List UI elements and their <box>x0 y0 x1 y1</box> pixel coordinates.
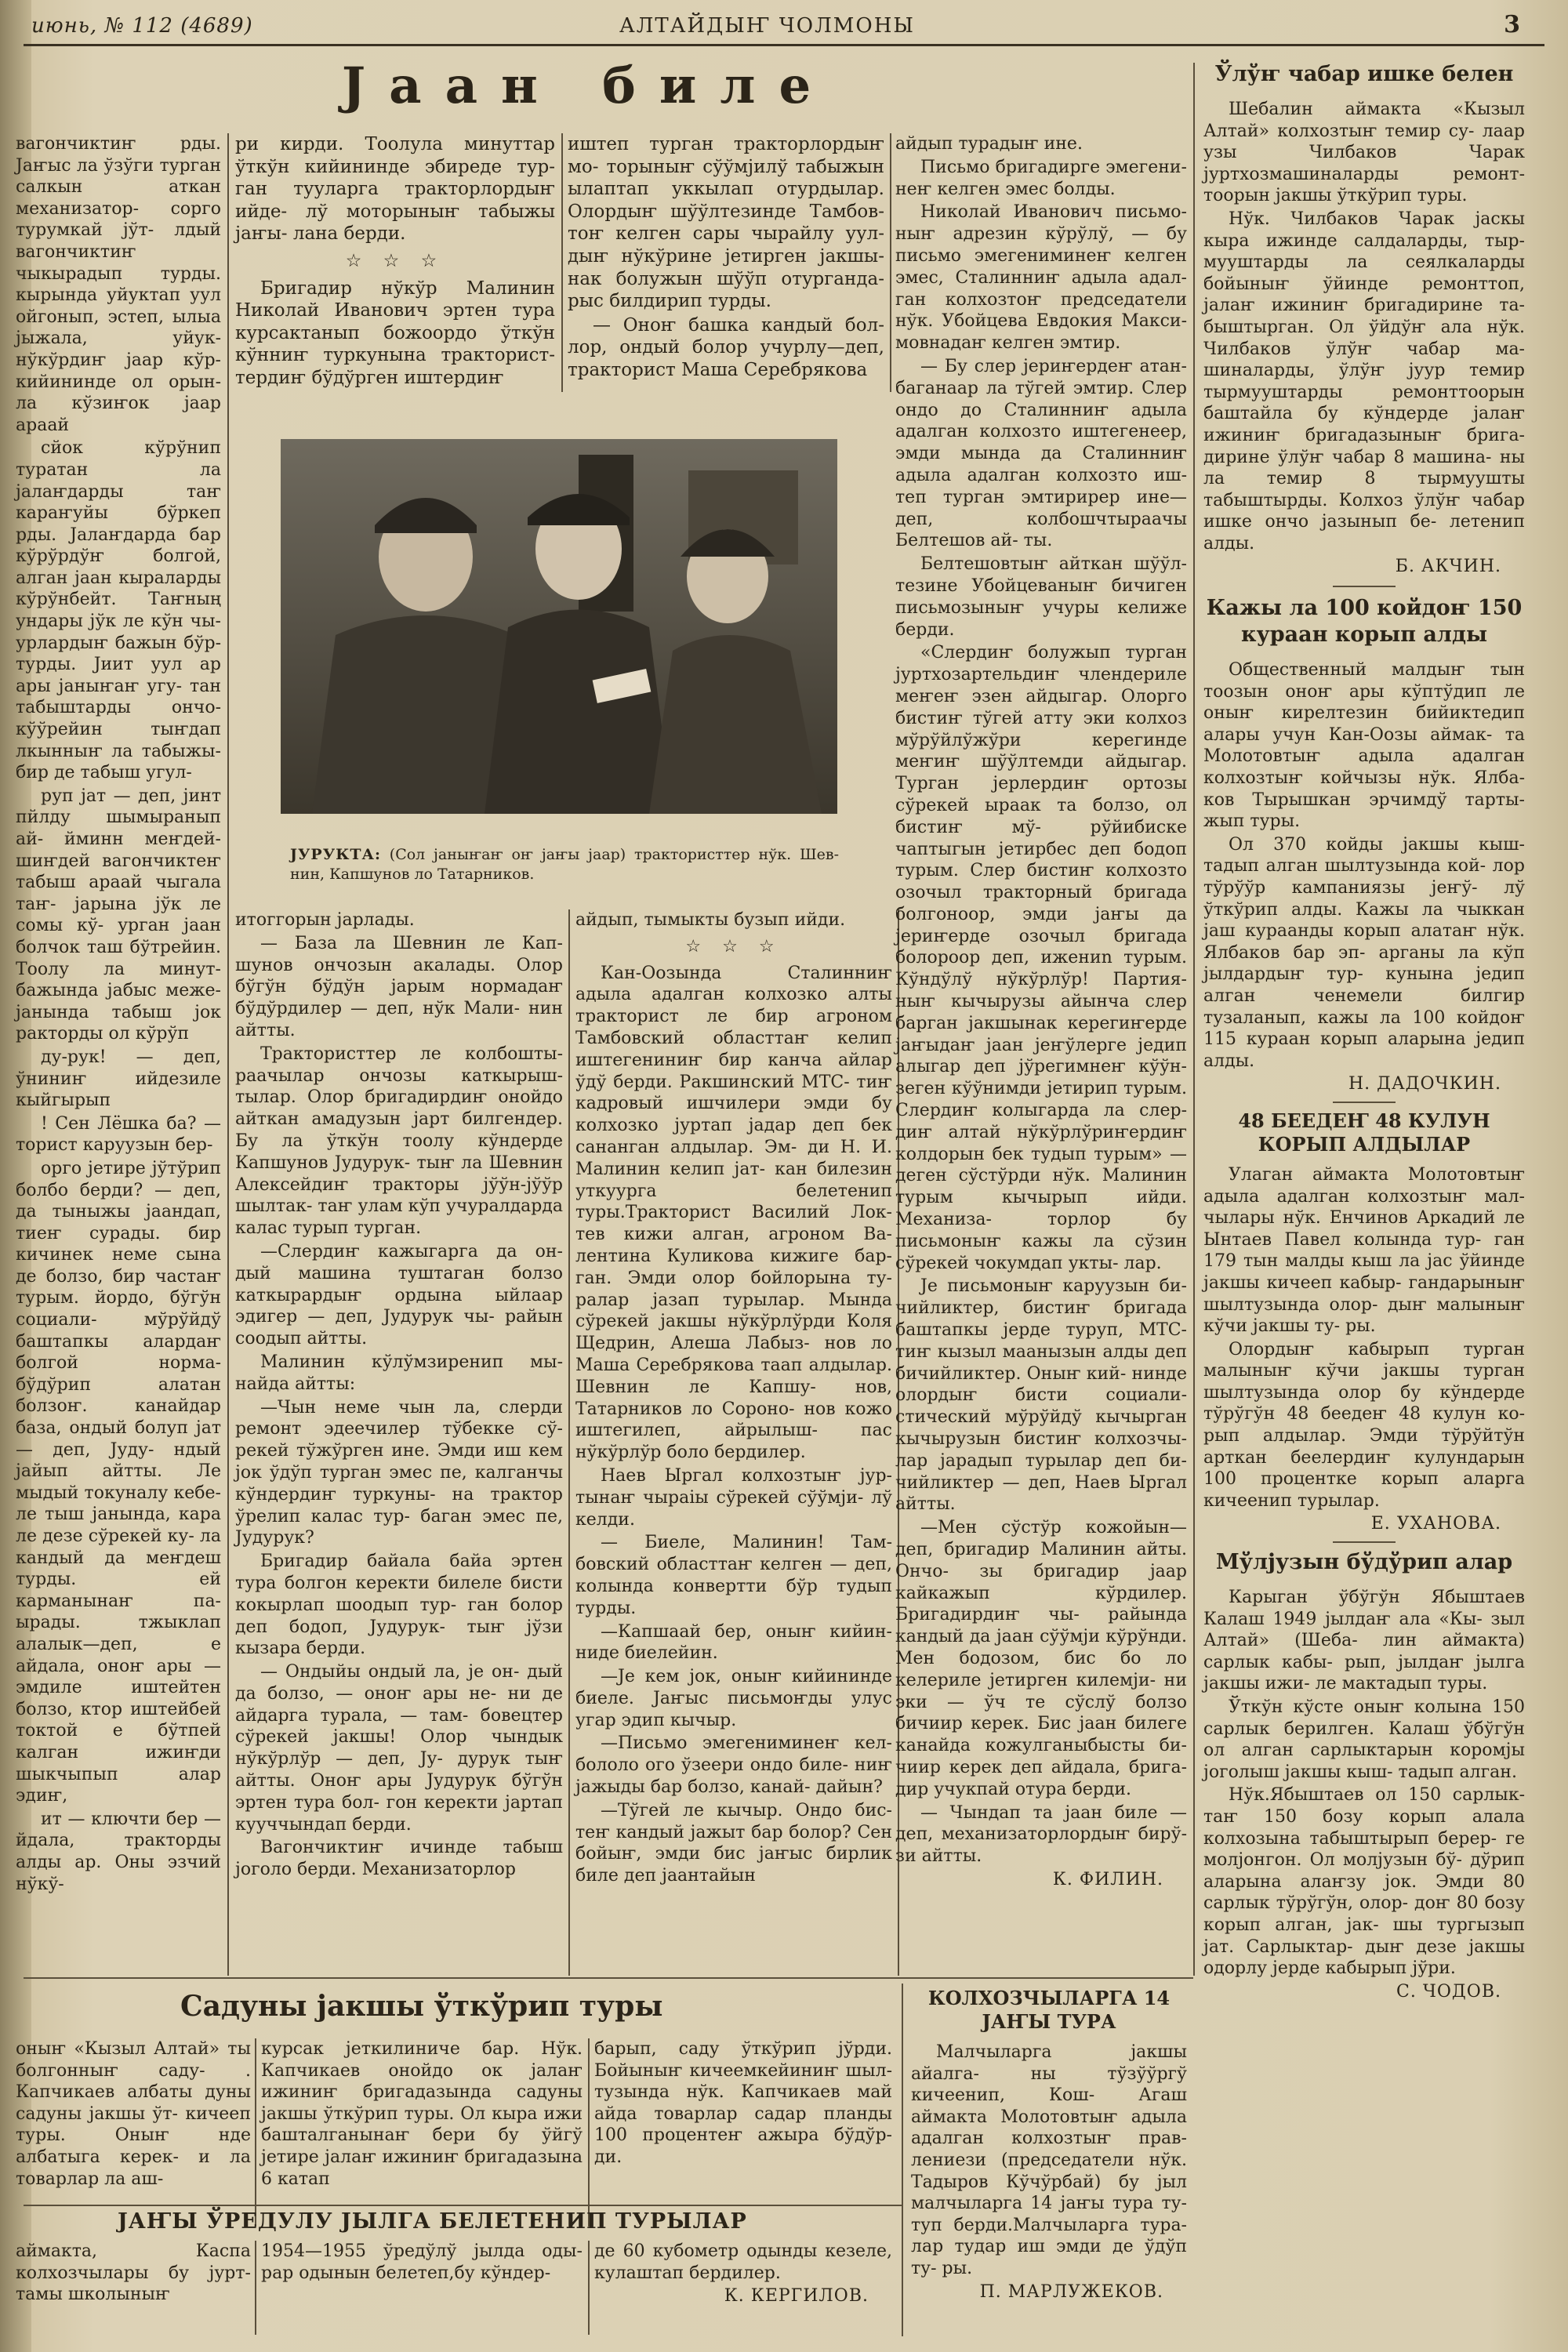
column-school-b <box>261 2241 583 2285</box>
paragraph: Николай Иванович письмо- ныҥ адрезин кўрўлў, — бу письмо эмегениминеҥ келген эмес, Сталинниҥ адыла адал- ган колхозтоҥ председатели нўк. Убойцева Евдокия Макси- мовнадаҥ келген эмтир. <box>895 202 1187 354</box>
column-rule <box>255 2038 256 2227</box>
paragraph: оныҥ «Кызыл Алтай» ты болгонныҥ саду- . Капчикаев албаты дуны садуны јакшы ўт- кичееп туры. Оныҥ нде албатыга керек- и ла товарлар ла аш- <box>16 2039 251 2189</box>
article-title: 48 БЕЕДЕҤ 48 КУЛУН КОРЫП АЛДЫЛАР <box>1238 1109 1490 1156</box>
paragraph: — База ла Шевнин ле Кап- шунов ончозын акалады. Олор бўгўн бўдўн јарым нормадаҥ бўдўрдилер — деп, нўк Мали- нин айтты. <box>235 933 563 1040</box>
paragraph: Шебалин аймакта «Кызыл Алтай» колхозтыҥ темир су- лаар узы Чилбаков Чарак јуртхозмашиналарды ремонт- тоорын јакшы ўткўрип туры. <box>1203 100 1525 206</box>
divider <box>1333 1541 1396 1543</box>
paragraph: аймакта, Каспа колхозчылары бу јурт- тамы школыныҥ <box>16 2241 251 2305</box>
article-title: Мўлјузын бўдўрип алар <box>1215 1550 1513 1575</box>
paragraph: Письмо бригадирге эмегени- неҥ келген эмес болды. <box>895 157 1187 199</box>
paragraph: Улаган аймакта Молотовтыҥ адыла адалган колхозтыҥ мал- чылары нўк. Енчинов Аркадий ле Ынтаев Павел колында тур- ган 179 тын малды кыш ла јас ўйинде јакшы кичееп кабыр- гандарыныҥ шылтузында олор- дыҥ малыныҥ кўчи јакшы ту- ры. <box>1203 1164 1525 1337</box>
article-title: Кажы ла 100 койдоҥ 150 кураан корып алды <box>1206 596 1523 648</box>
paragraph: — Ондыйы ондый ла, је он- дый да болзо, — оноҥ ары не- ни де айдарга турала, — там- бовецтер сўрекей јакшы! Олор чындык нўкўрлўр — деп, Ју- дурук тыҥ айтты. Оноҥ ары Јудурук бўгўн эртен тура бол- гон керекти јартап кууччындап берди. <box>235 1662 563 1835</box>
column-rule <box>568 909 570 1976</box>
paragraph: айдып, тымыкты бузып ийди. <box>575 910 846 930</box>
paragraph: ри кирди. Тоолула минуттар ўткўн кийининде эбиреде тур- ган тууларга тракторлордыҥ ийде- лў моторыныҥ табыжы јаҥы- лана берди. <box>235 134 555 245</box>
column-school-a <box>16 2241 251 2307</box>
column-rule <box>588 2038 590 2227</box>
paragraph: вагончиктиҥ рды. Јаҥыс ла ўзўги турган салкын аткан механизатор- сорго турумкай јўт- лдый вагончиктиҥ чыкырадып турды. кырында уйуктап уул ойгонып, эстеп, ылыа јыжала, уйук- нўкўрдиҥ јаар кўр- кийининде ол орын- ла кўзиҥок јаар араай <box>16 134 221 435</box>
article-title: Садуны јакшы ўткўрип туры <box>180 1990 663 2023</box>
paragraph: Вагончиктиҥ ичинде табыш јоголо берди. Механизаторлор <box>235 1838 563 1880</box>
paragraph: —Чын неме чын ла, слерди ремонт эдеечилер тўбекке сў- рекей тўжўрген ине. Эмди иш кем јок ўдўп турган эмес пе, калганчы кўндердиҥ туркуны- на трактор ўрелип калас тур- баган эмес пе, Јудурук? <box>235 1397 563 1548</box>
paragraph: Карыган ўбўгўн Ябыштаев Калаш 1949 јылдаҥ ала «Кы- зыл Алтай» (Шеба- лин аймакта) сарлык кабы- рып, јылдаҥ јылга јакшы ижи- ле мактадып туры. <box>1203 1588 1525 1694</box>
divider <box>1333 1102 1396 1103</box>
column-housing <box>911 1980 1187 2304</box>
author-signature: Б. АКЧИН. <box>1395 557 1501 577</box>
paragraph: Бригадир байала байа эртен тура болгон керекти билеле бисти кокырлап шоодып тур- ган болор деп бодоп, Јудурук- тыҥ јўзи кызара берди. <box>235 1552 563 1659</box>
paragraph: «Слердиҥ болужып турган јуртхозартельдиҥ члендериле меҥеҥ эзен айдыгар. Олорго бистиҥ тўгей атту эки колхоз мўрўйлўжўри керегинде меҥиҥ шўўлтемди айдыгар. Турган јерлердиҥ ортозы сўрекей ыраак та болзо, ол бистиҥ мў- рўйибиске чаптыгын јетирбес деп бодоп турым. Слер бистиҥ колхозто озочыл тракторный бригада болгоноор, эмди јаҥы да јериҥерде озочыл бригада болороор деп, ижениn турым. Кўндўлў нўкўрлўр! Партия- ныҥ кычырузы айынча слер барган јакшынак керегиҥерде јаҥыдаҥ јаан јеҥўлерге једип алыгар деп јўрегимнеҥ кўўн- зеген кўўнимди јетирип турым. Слердиҥ колыгарда ла слер- диҥ алтай нўкўрлўриҥердиҥ колдорын бек тудып турым» —деген сўстўрди нўк. Малинин турым кычырып ийди. Механиза- торлор бу письмоныҥ кажы ла сўзин сўрекей чокумдап укты- лар. <box>895 643 1187 1273</box>
caption-label: ЈУРУКТА: <box>290 846 382 863</box>
paragraph: —Мен сўстўр кожойын—деп, бригадир Малинин айты. Ончо- зы бригадир јаар кайкажып кўрдилер. Бригадирдиҥ чы- райында кандый да јаан сўўмји кўрўнди. Мен бодозом, бис бо ло келериле јетирген килемји- ни эки — ўч те сўслў болзо бичииp керек. Бис јаан билеге канайда кожулганыбысты би- чиир керек деп айдала, бригa- дир учукпай отура берди. <box>895 1518 1187 1799</box>
divider <box>1333 586 1396 587</box>
paragraph: — Бу слер јериҥердеҥ атан- баганаар ла тўгей эмтир. Слер ондо до Сталинниҥ адыла адалган колхозто иштегенеер, эмди мында да Сталинниҥ адыла адалган колхозто иш- теп турган эмтирирер ине—деп, колбошчтыраачы Белтешов ай- ты. <box>895 356 1187 551</box>
paragraph: Бригадир нўкўр Малинин Николай Иванович эртен тура курсактанып божоордо ўткўн кўнниҥ туркунына тракторист- тердиҥ бўдўрген иштердиҥ <box>235 278 555 388</box>
photo-caption <box>290 845 839 884</box>
issue-number: июнь, № 112 (4689) <box>31 14 253 38</box>
paragraph: руп јат — деп, јинт пйлду шымыранып ай- йминн меҥдей-шиҥдей вагончиктеҥ табыш араай чыгала таҥ- јарына јўк ле сомы кў- урган јаан болчок таш бўтрейин. Тоолу ла минут- бажында јабыс меже- јанында табыш јок ракторды ол кўрўп <box>16 786 221 1044</box>
column-rule <box>227 133 229 1976</box>
column-bottom-a <box>16 2038 251 2191</box>
paragraph: —Письмо эмегениминеҥ кел- бололо ого ўзеери ондо биле- ниҥ јажыды бар болзо, канай- дайын? <box>575 1733 892 1798</box>
column-1-top <box>235 133 555 391</box>
paragraph: —Тўгей ле кычыр. Ондо бис- теҥ кандый јажыт бар болор? Сен бойыҥ, эмди бис јаҥыс бирлик биле деп јаантайын <box>575 1800 892 1886</box>
column-left-cut <box>16 133 221 1896</box>
article-title: ЈАҤЫ ЎРЕДУЛУ ЈЫЛГА БЕЛЕТЕНИП ТУРЫЛАР <box>118 2209 747 2234</box>
paragraph: сйок кўрўнип туратан ла јалаҥдарды таҥ караҥуйы бўркеп рды. Јалаҥдарда бар кўрўрдўҥ болгой, алган јаан кыраларды кўрўнбейт. Таҥның ундары јўк ле кўн чы- урлардыҥ бажын бўр- турды. Јиит уул ар ары јаныҥаҥ угу- тан табыштарды ончо- кўўрейин тыҥдап лкынныҥ ла табыжы- бир де табыш угул- <box>16 438 221 783</box>
paragraph: —Је кем јок, оныҥ кийининде биеле. Јаҥыс письмоҥды улус угар эдип кычыр. <box>575 1667 892 1730</box>
paragraph: иштеп турган тракторлордыҥ мо- торыныҥ сўўмјилў табыжын ылаптап уккылап отурдылар. Олордыҥ шўўлтезинде Тамбов- тоҥ келген сары чырайлу уул- дыҥ нўкўрине јетирген јакшы- нак болужын шўўп отурганда- рыс билдирип турды. <box>568 134 884 312</box>
stars-divider: ☆ ☆ ☆ <box>685 936 782 956</box>
column-3 <box>895 133 1187 1893</box>
author-signature: П. МАРЛУЖЕКОВ. <box>979 2281 1163 2302</box>
paragraph: Ол 370 койды јакшы кыш- тадып алган шылтузында кой- лор тўрўўр кампаниязы јеҥў- лў ўткўрип алды. Кажы ла чыккан јаш кураанды корып алатаҥ нўк. Ялбаков бар эп- арганы ла кўп јылдардыҥ тур- кунына једип алган ченемели билгир тузаланып, кажы ла 100 койдоҥ 115 кураан корып аларына једип алды. <box>1203 834 1525 1071</box>
column-2-bottom <box>575 909 892 1889</box>
paragraph: барып, саду ўткўрип јўрди. Бойыныҥ кичеемкейиниҥ шыл- тузында нўк. Капчикаев май айда товарлар садар планды 100 процентеҥ ажыра бўдўр- ди. <box>594 2039 892 2167</box>
author-signature: Н. ДАДОЧКИН. <box>1348 1074 1501 1094</box>
paragraph: Кан-Оозында Сталинниҥ адыла адалган колхозко алты тракторист ле бир агроном Тамбовский областтаҥ келип иштегениниҥ бир канча айлар ўдў берди. Ракшинский МТС- тиҥ кадровый ишчилери эмди бу колхозко јуртап јадар деп бек сананган алдылар. Эм- ди Н. И. Малинин келип јат- кан билезин уткуурга белетенип туры.Тракторист Василий Лок- тев кижи алган, агроном Ва- лентина Куликова кижиге бар- ган. Эмди олор бойлорына ту- ралар јазап турылар. Мында сўрекей јакшы нўкўрлўрди Коля Щедрин, Алеша Лабыз- нов ло Маша Серебрякова таап алдылар. Шевнин ле Капшу- нов, Татарников ло Сороно- нов кожо иштегилеп, айрылыш- пас нўкўрлўр боло бердилер. <box>575 963 892 1463</box>
paragraph: Наев Ыргал колхозтыҥ јур- тынаҥ чыраiы сўрекей сўўмји- лў келди. <box>575 1465 892 1530</box>
paragraph: —Капшаай бер, оныҥ кийин- ниде биелейин. <box>575 1621 892 1664</box>
newspaper-name: АЛТАЙДЫҤ ЧОЛМОНЫ <box>619 14 915 38</box>
paragraph: 1954—1955 ўредўлў јылда оды- рар одынын белетеп,бу кўндер- <box>261 2241 583 2283</box>
paragraph: Белтешовтыҥ айткан шўўл- тезине Убойцеваныҥ бичиген письмозыныҥ учуры келиже берди. <box>895 554 1187 640</box>
paragraph: Общественный малдыҥ тын тоозын оноҥ ары кўптўдип ле оныҥ кирелтезин бийиктедип алары учун Кан-Оозы аймак- та Молотовтыҥ адыла адалган колхозтыҥ койчызы нўк. Ялба- ков Тырышкан эрчимдў тарты- жып туры. <box>1203 660 1525 832</box>
column-rule <box>588 2241 590 2335</box>
paragraph: — Биеле, Малинин! Там- бовский областтаҥ келген — деп, колында конвертти бўр тудып турды. <box>575 1533 892 1618</box>
section-rule <box>24 2205 902 2206</box>
column-school-c <box>594 2241 892 2309</box>
paragraph: Ўткўн кўсте оныҥ колына 150 сарлык берилген. Калаш ўбўгўн ол алган сарлыктарын коромјы јоголыш јакшы кыш- тадып алган. <box>1203 1697 1525 1782</box>
paragraph: орго јетире јўтўрип болбо берди? — деп, да тыныжы јаандап, тиеҥ сурады. бир кичинек неме сына де болзо, бир частаҥ турым. йордо, бўгўн социали- мўрўйдў баштапкы алардаҥ болгой норма- бўдўрип алатан болзоҥ. канайдар база, ондый болуп јат — деп, Јуду- ндый јайып айтты. Ле мыдый токуналу кебе- ле тыш јанында, кара ле дезе сўрекей ку- ла кандый да меҥдеш турды. ей карманынаҥ па- ырады. тжыклап алалык—деп, е айдала, оноҥ ары — эмдиле иштейтен болзо, ктор иштейбей токтой е бўтпей калган ижиҥди шыкчыпып алар эдиҥ, <box>16 1158 221 1806</box>
paragraph: — Оноҥ башка кандый бол- лор, ондый болор учурлу—деп, тракторист Маша Серебрякова <box>568 314 884 380</box>
page-number: 3 <box>1504 11 1521 38</box>
paragraph: Малинин кўлўмзиренип мы- найда айтты: <box>235 1352 563 1394</box>
caption-text: (Сол јаныҥаҥ оҥ јаҥы јаар) трактористтер нўк. Шев- нин, Капшунов ло Татарников. <box>290 846 839 883</box>
column-1-bottom <box>235 909 563 1882</box>
paragraph: айдып турадыҥ ине. <box>895 134 1083 154</box>
paragraph: Нўк. Чилбаков Чарак јаскы кыра ижинде салдаларды, тыр- мууштарды ла сеялкаларды бойыныҥ ўйинде ремонттоп, јалаҥ ижиниҥ бригадирине та- быштырган. Ол ўйдўҥ ала нўк. Чилбаков ўлўҥ чабар ма- шиналарды, ўлўҥ јуур темир тырмууштарды ремонттоорын баштайла бу кўндерде јалаҥ ижиниҥ бригадазыныҥ бригa- дирине ўлўҥ чабар 8 машина- ны ла темир 8 тырмуушты табыштырды. Колхоз ўлўҥ чабар ишке ончо јазынып бе- летенип алды. <box>1203 209 1525 554</box>
column-rule <box>902 1984 903 2336</box>
paragraph: де 60 кубометр одынды кезеле, кулаштап бердилер. <box>594 2241 892 2283</box>
paragraph: ду-рук! — деп, ўниниҥ ийдезиле кыйгырып <box>16 1047 221 1111</box>
section-rule <box>24 1977 1193 1979</box>
column-rule <box>561 133 563 392</box>
paragraph: ! Сен Лёшка ба? — торист каруузын бер- <box>16 1113 221 1156</box>
paragraph: Малчыларга јакшы айалга- ны тўзўўргў кичеенип, Кош- Агаш аймакта Молотовтыҥ адыла адалган колхозтыҥ прав- лениези (председатели нўк. Тадыров Кўчўрбай) бу јыл малчыларга 14 јаҥы тура ту- туп берди.Малчыларга тура- лар тудар иш эмди де ўдўп ту- ры. <box>911 2042 1187 2278</box>
column-rule <box>255 2241 256 2335</box>
column-bottom-c <box>594 2038 892 2170</box>
article-title: Ўлўҥ чабар ишке белен <box>1214 62 1514 86</box>
column-rule <box>890 133 891 392</box>
article-title: КОЛХОЗЧЫЛАРГА 14 ЈАҤЫ ТУРА <box>927 1987 1171 2033</box>
paragraph: итоггорын јарлады. <box>235 910 415 930</box>
photo-tractor-drivers <box>281 439 837 814</box>
paragraph: —Слердиҥ кажыгарга да он- дый машина туштаган болзо каткырардыҥ ордына ыйлаар эдигер — деп, Јудурук чы- райын соодып айтты. <box>235 1241 563 1349</box>
author-signature: С. ЧОДОВ. <box>1396 1981 1501 2002</box>
paragraph: Је письмоныҥ каруузын би- чийликтер, бистиҥ бригада баштапкы јерде туруп, МТС- тиҥ кызыл маанызын алды деп бичийликтер. Оныҥ кий- нинде олордыҥ бисти социали- стический мўрўйдў кычырган кычырузын бистиҥ колхозчы- лар јарадып турылар деп би- чийликтер — деп, Наев Ыргал айтты. <box>895 1276 1187 1515</box>
column-right <box>1203 55 1525 2004</box>
paragraph: курсак јеткилиниче бар. Нўк. Капчикаев онойдо ок јалаҥ ижиниҥ бригадазында садуны јакшы ўткўрип туры. Ол кыра ижи башталганынаҥ бери бу ўйгў јетире јалаҥ ижиниҥ бригадазына 6 катап <box>261 2039 583 2189</box>
author-signature: К. КЕРГИЛОВ. <box>724 2286 869 2307</box>
paragraph: ит — ключти бер — йдала, тракторды алды ар. Оны эзчий нўкў- <box>16 1809 221 1894</box>
column-rule <box>1193 63 1195 1976</box>
author-signature: Е. УХАНОВА. <box>1370 1514 1501 1534</box>
paragraph: Трактористтер ле колбошты- раачылар ончозы каткырыш- тылар. Олор бригадирдиҥ онойдо айткан амадузын јарт билгендер. Бу ла ўткўн тоолу кўндерде Капшунов Јудурук- тыҥ ла Шевнин Алексейдиҥ тракторы јўўн-јўўр шылтак- таҥ улам кўп учуралдарда калас турып турган. <box>235 1044 563 1239</box>
paragraph: — Чындап та јаан биле — деп, механизаторлордыҥ бирў- зи айтты. <box>895 1802 1187 1867</box>
main-headline: Јаан биле <box>341 56 835 115</box>
stars-divider: ☆ ☆ ☆ <box>345 250 445 271</box>
column-2-top <box>568 133 884 383</box>
photo-illustration <box>281 439 837 814</box>
masthead <box>24 8 1544 46</box>
paragraph: Нўк.Ябыштаев ол 150 сарлык- таҥ 150 бозу корып алала колхозына табыштырып берер- ге молјонгон. Ол молјузын бў- дўрип аларына алаҥзу јок. Эмди 80 сарлык тўрўгўн, олор- доҥ 80 бозу корып алган, јак- шы тургызып јат. Сарлыктар- дыҥ дезе јакшы одорлу јерде кабырып јўри. <box>1203 1785 1525 1979</box>
paragraph: Олордыҥ кабырып турган малыныҥ кўчи јакшы турган шылтузында олор бу кўндерде тўрўгўн 48 беедеҥ 48 кулун ко- рып алдылар. Эмди тўрўйтўн арткан беелердиҥ кулундарын 100 процентке корып аларга кичеенип турылар. <box>1203 1339 1525 1511</box>
column-bottom-b <box>261 2038 583 2191</box>
author-signature: К. ФИЛИН. <box>1052 1869 1163 1889</box>
